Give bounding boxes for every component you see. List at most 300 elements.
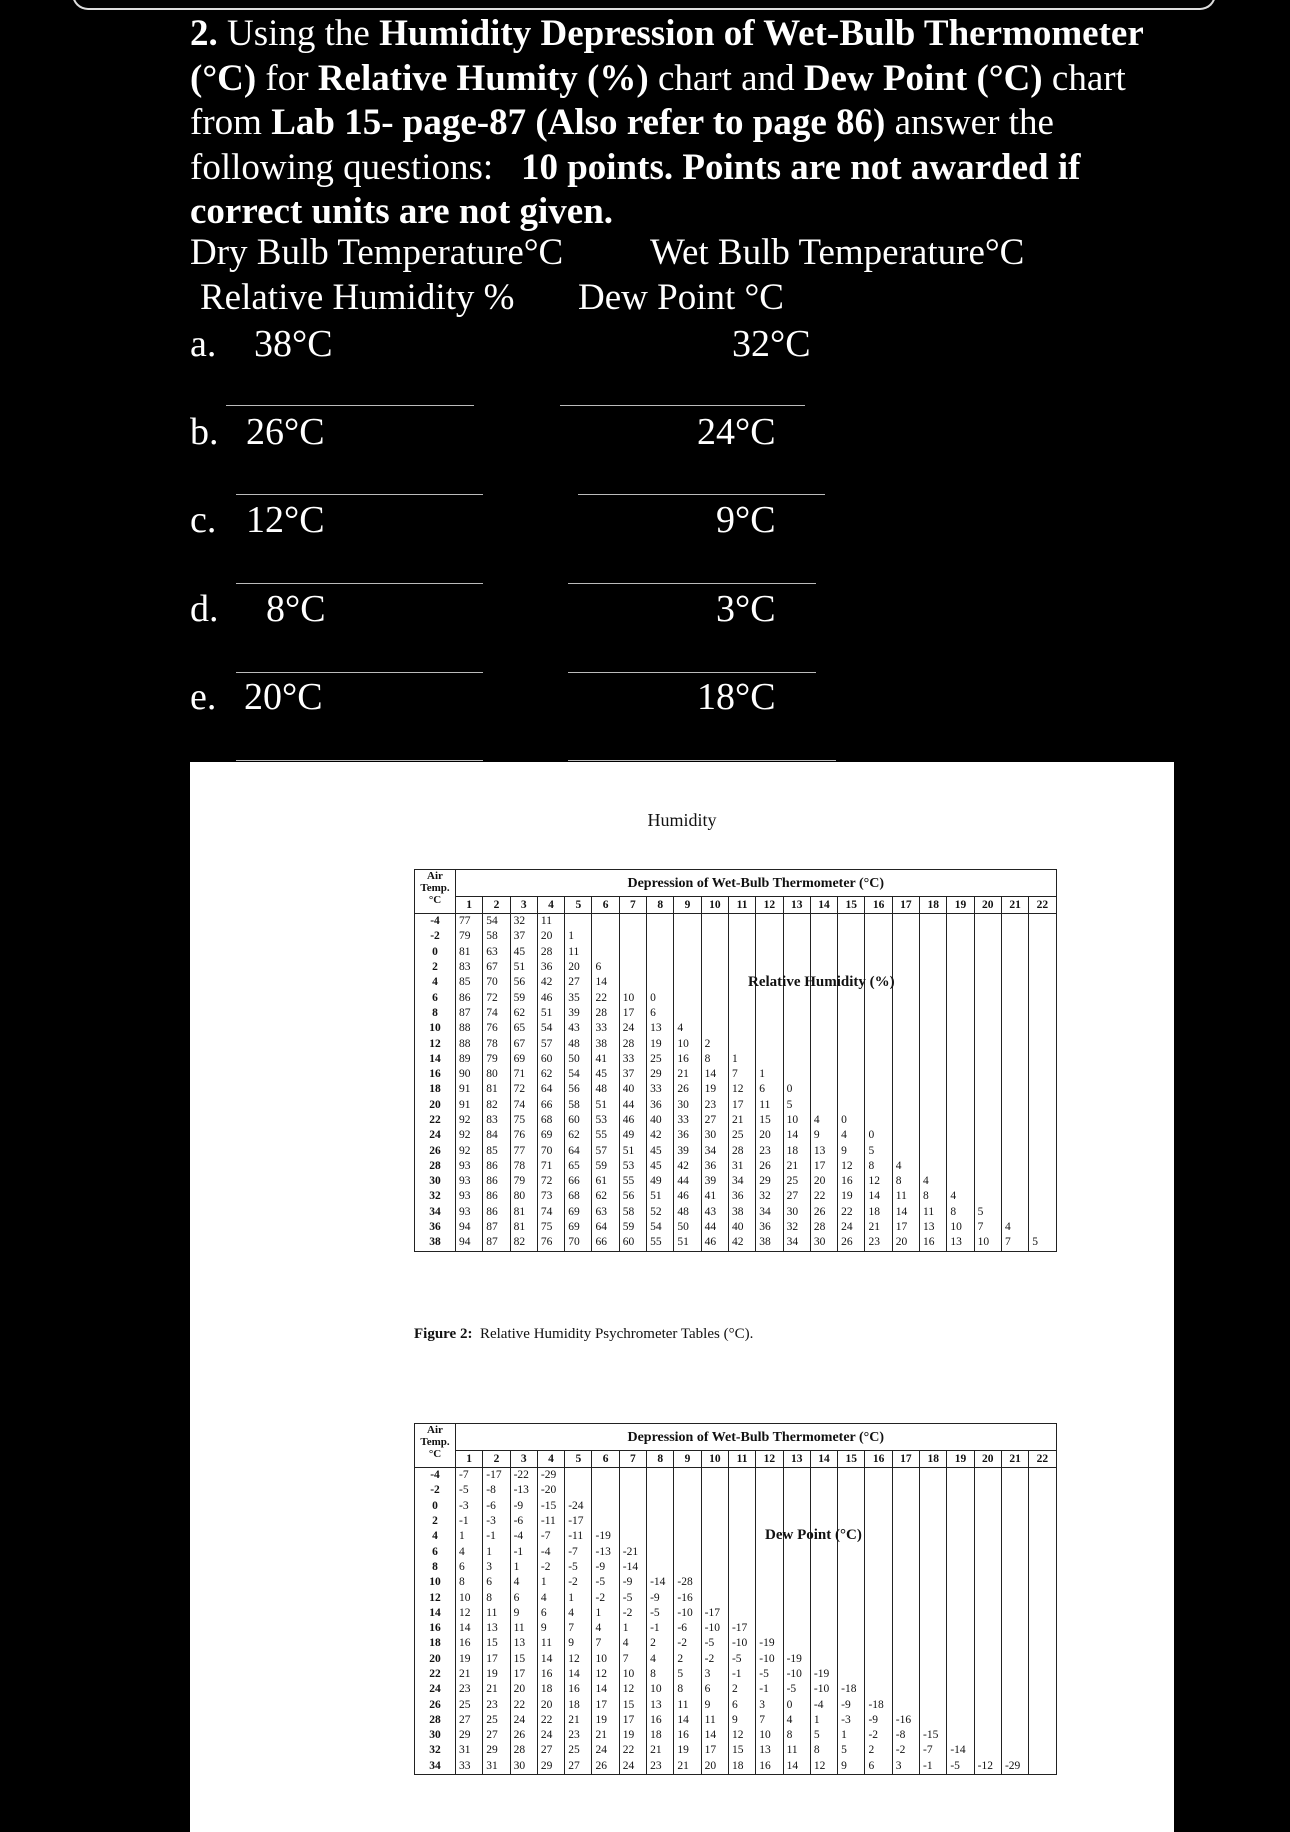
dp-value-cell: 1 xyxy=(838,1728,865,1743)
rh-value-cell xyxy=(728,945,755,960)
item-a-rh-answer-line[interactable] xyxy=(226,405,474,406)
dp-value-cell xyxy=(974,1652,1001,1667)
item-b-dp-answer-line[interactable] xyxy=(578,494,825,495)
dp-value-cell: 19 xyxy=(456,1652,483,1667)
dp-value-cell: -18 xyxy=(838,1682,865,1697)
dp-value-cell xyxy=(920,1514,947,1529)
rh-value-cell: 43 xyxy=(701,1205,728,1220)
dp-value-cell: 24 xyxy=(537,1728,564,1743)
rh-value-cell: 88 xyxy=(456,1036,483,1051)
rh-value-cell: 16 xyxy=(674,1052,701,1067)
rh-value-cell: 39 xyxy=(565,1006,592,1021)
rh-value-cell: 6 xyxy=(592,960,619,975)
dp-value-cell: -6 xyxy=(483,1499,510,1514)
dp-value-cell xyxy=(947,1652,974,1667)
dp-value-cell xyxy=(920,1636,947,1651)
rh-value-cell xyxy=(892,1006,919,1021)
dp-value-cell: -2 xyxy=(592,1590,619,1605)
rh-value-cell: 4 xyxy=(947,1189,974,1204)
rh-value-cell: 65 xyxy=(510,1021,537,1036)
rh-value-cell xyxy=(974,1052,1001,1067)
rh-value-cell xyxy=(810,1067,837,1082)
dp-value-cell xyxy=(974,1529,1001,1544)
item-b-label: b. xyxy=(190,411,219,453)
rh-value-cell xyxy=(947,1143,974,1158)
dp-value-cell: 2 xyxy=(865,1743,892,1758)
rh-value-cell: 42 xyxy=(537,975,564,990)
dp-value-cell: 8 xyxy=(647,1667,674,1682)
dp-value-cell: 6 xyxy=(728,1697,755,1712)
rh-value-cell xyxy=(865,1113,892,1128)
dp-value-cell xyxy=(920,1697,947,1712)
dp-value-cell xyxy=(865,1514,892,1529)
rh-value-cell xyxy=(647,945,674,960)
dp-value-cell: 23 xyxy=(483,1697,510,1712)
rh-column-header: 7 xyxy=(619,897,646,914)
dp-value-cell xyxy=(920,1621,947,1636)
dp-value-cell xyxy=(865,1667,892,1682)
dp-value-cell: -5 xyxy=(619,1590,646,1605)
rh-value-cell: 92 xyxy=(456,1128,483,1143)
dp-value-cell: -19 xyxy=(756,1636,783,1651)
dp-value-cell: 14 xyxy=(783,1759,810,1775)
rh-value-cell xyxy=(810,1021,837,1036)
rh-value-cell xyxy=(783,960,810,975)
dp-value-cell: 2 xyxy=(728,1682,755,1697)
dp-value-cell xyxy=(810,1590,837,1605)
dp-value-cell: 11 xyxy=(537,1636,564,1651)
rh-value-cell: 20 xyxy=(565,960,592,975)
dp-value-cell: -2 xyxy=(565,1575,592,1590)
rh-value-cell: 32 xyxy=(783,1220,810,1235)
dp-value-cell xyxy=(1029,1483,1056,1498)
dp-value-cell: 9 xyxy=(537,1621,564,1636)
dp-value-cell: 1 xyxy=(592,1606,619,1621)
dp-column-header: 20 xyxy=(974,1451,1001,1468)
rh-value-cell xyxy=(728,990,755,1005)
rh-value-cell: 21 xyxy=(674,1067,701,1082)
dp-value-cell: 29 xyxy=(456,1728,483,1743)
rh-value-cell: 62 xyxy=(592,1189,619,1204)
dp-value-cell xyxy=(892,1544,919,1559)
rh-value-cell: 38 xyxy=(756,1235,783,1251)
dp-value-cell xyxy=(728,1575,755,1590)
dp-value-cell xyxy=(892,1667,919,1682)
dp-value-cell: 22 xyxy=(537,1713,564,1728)
rh-value-cell xyxy=(892,914,919,930)
dp-air-temp-cell: 12 xyxy=(415,1590,456,1605)
rh-value-cell: 54 xyxy=(647,1220,674,1235)
dp-value-cell: 14 xyxy=(701,1728,728,1743)
rh-value-cell: 93 xyxy=(456,1205,483,1220)
rh-value-cell xyxy=(974,1021,1001,1036)
dp-value-cell xyxy=(865,1544,892,1559)
dp-value-cell: 22 xyxy=(510,1697,537,1712)
rh-air-temp-cell: 28 xyxy=(415,1159,456,1174)
dp-value-cell: 4 xyxy=(510,1575,537,1590)
dp-value-cell xyxy=(810,1483,837,1498)
rh-value-cell: 4 xyxy=(810,1113,837,1128)
dp-value-cell: 21 xyxy=(456,1667,483,1682)
rh-value-cell: 82 xyxy=(483,1098,510,1113)
rh-value-cell xyxy=(947,1128,974,1143)
rh-value-cell: 27 xyxy=(783,1189,810,1204)
dp-value-cell xyxy=(647,1514,674,1529)
rh-value-cell: 5 xyxy=(1029,1235,1056,1251)
dp-value-cell: 8 xyxy=(810,1743,837,1758)
rh-air-temp-cell: 26 xyxy=(415,1143,456,1158)
dp-value-cell xyxy=(701,1468,728,1484)
dp-value-cell xyxy=(1001,1636,1028,1651)
rh-column-header: 10 xyxy=(701,897,728,914)
rh-value-cell: 11 xyxy=(756,1098,783,1113)
rh-value-cell: 22 xyxy=(592,990,619,1005)
dp-value-cell: -1 xyxy=(728,1667,755,1682)
rh-value-cell: 67 xyxy=(510,1036,537,1051)
rh-value-cell: 85 xyxy=(456,975,483,990)
dp-value-cell xyxy=(701,1483,728,1498)
rh-value-cell: 60 xyxy=(537,1052,564,1067)
item-a-label: a. xyxy=(190,323,217,365)
dp-value-cell: 12 xyxy=(810,1759,837,1775)
dp-value-cell xyxy=(838,1544,865,1559)
dp-value-cell: 26 xyxy=(510,1728,537,1743)
item-c-dp-answer-line[interactable] xyxy=(568,583,816,584)
rh-value-cell: 39 xyxy=(674,1143,701,1158)
dp-value-cell xyxy=(892,1575,919,1590)
dp-value-cell: -5 xyxy=(728,1652,755,1667)
dp-value-cell xyxy=(920,1529,947,1544)
item-c-wet: 9°C xyxy=(716,499,776,541)
rh-value-cell: 52 xyxy=(647,1205,674,1220)
rh-value-cell: 27 xyxy=(701,1113,728,1128)
dp-value-cell xyxy=(892,1682,919,1697)
dp-value-cell xyxy=(838,1560,865,1575)
dp-value-cell xyxy=(674,1468,701,1484)
dp-value-cell: -7 xyxy=(920,1743,947,1758)
dp-value-cell: 18 xyxy=(647,1728,674,1743)
dp-value-cell xyxy=(592,1468,619,1484)
rh-value-cell xyxy=(1001,1205,1028,1220)
rh-value-cell xyxy=(974,1189,1001,1204)
dp-value-cell: 21 xyxy=(483,1682,510,1697)
rh-value-cell xyxy=(947,1006,974,1021)
rh-value-cell: 10 xyxy=(619,990,646,1005)
dp-row xyxy=(415,1544,1057,1559)
relative-humidity-header: Relative Humidity % xyxy=(200,277,515,318)
rh-value-cell xyxy=(947,1098,974,1113)
rh-value-cell: 30 xyxy=(810,1235,837,1251)
dp-value-cell: 3 xyxy=(701,1667,728,1682)
rh-value-cell xyxy=(1029,1205,1056,1220)
rh-value-cell xyxy=(865,1052,892,1067)
dp-value-cell: 16 xyxy=(565,1682,592,1697)
dp-value-cell xyxy=(865,1636,892,1651)
item-c-rh-answer-line[interactable] xyxy=(236,583,483,584)
dp-value-cell: 15 xyxy=(483,1636,510,1651)
rh-value-cell: 20 xyxy=(537,929,564,944)
dp-value-cell: -2 xyxy=(537,1560,564,1575)
rh-value-cell xyxy=(1029,990,1056,1005)
rh-column-header: 8 xyxy=(647,897,674,914)
rh-value-cell xyxy=(974,1067,1001,1082)
dp-value-cell: 25 xyxy=(456,1697,483,1712)
rh-value-cell: 73 xyxy=(537,1189,564,1204)
rh-value-cell: 44 xyxy=(701,1220,728,1235)
rh-value-cell xyxy=(674,929,701,944)
rh-air-temp-cell: 10 xyxy=(415,1021,456,1036)
rh-value-cell: 40 xyxy=(619,1082,646,1097)
rh-value-cell: 42 xyxy=(728,1235,755,1251)
dp-value-cell xyxy=(810,1636,837,1651)
rh-value-cell: 7 xyxy=(728,1067,755,1082)
dp-row xyxy=(415,1560,1057,1575)
rh-column-header: 21 xyxy=(1001,897,1028,914)
dp-value-cell xyxy=(1001,1667,1028,1682)
rh-value-cell xyxy=(838,1082,865,1097)
dp-value-cell: -2 xyxy=(701,1652,728,1667)
dp-value-cell: -15 xyxy=(920,1728,947,1743)
dp-value-cell: -16 xyxy=(674,1590,701,1605)
dp-column-header: 19 xyxy=(947,1451,974,1468)
rh-value-cell: 4 xyxy=(892,1159,919,1174)
dp-value-cell xyxy=(920,1713,947,1728)
dp-value-cell: -7 xyxy=(565,1544,592,1559)
dp-value-cell: 6 xyxy=(865,1759,892,1775)
rh-value-cell xyxy=(1029,1098,1056,1113)
rh-value-cell xyxy=(838,945,865,960)
dp-value-cell xyxy=(1001,1682,1028,1697)
dp-value-cell xyxy=(865,1652,892,1667)
rh-value-cell: 5 xyxy=(974,1205,1001,1220)
dp-value-cell xyxy=(1001,1468,1028,1484)
dp-value-cell xyxy=(674,1560,701,1575)
dp-value-cell xyxy=(892,1636,919,1651)
rh-depression-header: Depression of Wet-Bulb Thermometer (°C) xyxy=(456,870,1057,897)
relative-humidity-label: Relative Humidity (%) xyxy=(748,974,895,990)
rh-value-cell: 10 xyxy=(947,1220,974,1235)
rh-value-cell: 71 xyxy=(510,1067,537,1082)
rh-value-cell xyxy=(810,914,837,930)
rh-value-cell xyxy=(1001,1052,1028,1067)
rh-value-cell: 80 xyxy=(483,1067,510,1082)
dp-value-cell: -5 xyxy=(647,1606,674,1621)
rh-value-cell: 34 xyxy=(701,1143,728,1158)
item-b-rh-answer-line[interactable] xyxy=(236,494,483,495)
dp-value-cell: 22 xyxy=(619,1743,646,1758)
dp-column-header: 21 xyxy=(1001,1451,1028,1468)
rh-value-cell: 15 xyxy=(756,1113,783,1128)
rh-value-cell xyxy=(838,1021,865,1036)
rh-value-cell: 83 xyxy=(456,960,483,975)
dp-row xyxy=(415,1529,1057,1544)
rh-column-header: 16 xyxy=(865,897,892,914)
dp-row xyxy=(415,1514,1057,1529)
rh-value-cell: 51 xyxy=(619,1143,646,1158)
dp-value-cell xyxy=(974,1697,1001,1712)
rh-value-cell xyxy=(1001,1159,1028,1174)
dp-value-cell: -9 xyxy=(619,1575,646,1590)
rh-value-cell: 26 xyxy=(810,1205,837,1220)
dp-value-cell: 13 xyxy=(756,1743,783,1758)
rh-value-cell: 51 xyxy=(647,1189,674,1204)
dp-value-cell: 23 xyxy=(565,1728,592,1743)
rh-value-cell: 1 xyxy=(728,1052,755,1067)
dp-value-cell: 12 xyxy=(728,1728,755,1743)
rh-value-cell xyxy=(674,1006,701,1021)
item-e-rh-answer-line[interactable] xyxy=(236,760,483,761)
item-d-wet: 3°C xyxy=(716,588,776,630)
rh-value-cell xyxy=(1001,1036,1028,1051)
dp-value-cell: 10 xyxy=(756,1728,783,1743)
rh-value-cell: 27 xyxy=(565,975,592,990)
rh-value-cell: 68 xyxy=(537,1113,564,1128)
dp-value-cell: 28 xyxy=(510,1743,537,1758)
dp-value-cell xyxy=(565,1468,592,1484)
rh-value-cell xyxy=(728,1021,755,1036)
dp-value-cell: 11 xyxy=(783,1743,810,1758)
dp-value-cell: -14 xyxy=(619,1560,646,1575)
dp-value-cell xyxy=(892,1590,919,1605)
item-d-rh-answer-line[interactable] xyxy=(236,672,483,673)
rh-value-cell: 86 xyxy=(456,990,483,1005)
rh-value-cell: 32 xyxy=(510,914,537,930)
dp-value-cell: -9 xyxy=(865,1713,892,1728)
rh-value-cell: 21 xyxy=(783,1159,810,1174)
dp-value-cell xyxy=(647,1468,674,1484)
dp-value-cell xyxy=(947,1728,974,1743)
rh-value-cell: 13 xyxy=(647,1021,674,1036)
dp-value-cell: 7 xyxy=(619,1652,646,1667)
item-b-dry: 26°C xyxy=(246,411,325,453)
rh-value-cell: 68 xyxy=(565,1189,592,1204)
dp-value-cell: 17 xyxy=(483,1652,510,1667)
dp-air-temp-cell: 34 xyxy=(415,1759,456,1775)
dp-value-cell: 4 xyxy=(456,1544,483,1559)
rh-value-cell: 28 xyxy=(537,945,564,960)
rh-value-cell xyxy=(1029,1021,1056,1036)
rh-value-cell: 26 xyxy=(838,1235,865,1251)
dp-value-cell: 15 xyxy=(510,1652,537,1667)
rh-value-cell xyxy=(619,929,646,944)
rh-air-temp-cell: 18 xyxy=(415,1082,456,1097)
rh-value-cell xyxy=(756,1052,783,1067)
dp-value-cell xyxy=(1001,1499,1028,1514)
rh-value-cell: 58 xyxy=(619,1205,646,1220)
dp-value-cell: 21 xyxy=(647,1743,674,1758)
dp-value-cell: 29 xyxy=(537,1759,564,1775)
rh-value-cell: 38 xyxy=(728,1205,755,1220)
dp-value-cell xyxy=(810,1652,837,1667)
rh-value-cell xyxy=(647,929,674,944)
rh-value-cell: 69 xyxy=(510,1052,537,1067)
dp-value-cell xyxy=(1029,1560,1056,1575)
dp-value-cell: 24 xyxy=(510,1713,537,1728)
dp-value-cell: -22 xyxy=(510,1468,537,1484)
item-e-dp-answer-line[interactable] xyxy=(568,760,836,761)
item-a-dp-answer-line[interactable] xyxy=(560,405,805,406)
rh-value-cell: 23 xyxy=(701,1098,728,1113)
dp-value-cell: 10 xyxy=(456,1590,483,1605)
dp-value-cell xyxy=(701,1499,728,1514)
rh-value-cell xyxy=(728,1006,755,1021)
rh-value-cell: 30 xyxy=(701,1128,728,1143)
dp-value-cell xyxy=(974,1606,1001,1621)
rh-value-cell: 89 xyxy=(456,1052,483,1067)
dp-value-cell: 24 xyxy=(592,1743,619,1758)
rh-row xyxy=(415,1098,1057,1113)
dp-value-cell: 11 xyxy=(483,1606,510,1621)
rh-value-cell xyxy=(810,1052,837,1067)
rh-value-cell: 57 xyxy=(537,1036,564,1051)
rh-value-cell: 36 xyxy=(728,1189,755,1204)
rh-column-header: 12 xyxy=(756,897,783,914)
rh-value-cell xyxy=(892,960,919,975)
rh-value-cell: 61 xyxy=(592,1174,619,1189)
rh-value-cell: 57 xyxy=(592,1143,619,1158)
dp-value-cell xyxy=(728,1529,755,1544)
rh-value-cell: 10 xyxy=(674,1036,701,1051)
dp-value-cell: 9 xyxy=(701,1697,728,1712)
rh-value-cell xyxy=(920,975,947,990)
dp-value-cell xyxy=(947,1544,974,1559)
rh-value-cell: 87 xyxy=(483,1235,510,1251)
dp-row xyxy=(415,1468,1057,1484)
rh-value-cell xyxy=(1029,914,1056,930)
rh-value-cell: 85 xyxy=(483,1143,510,1158)
dp-value-cell: 3 xyxy=(892,1759,919,1775)
rh-value-cell xyxy=(728,960,755,975)
rh-value-cell: 54 xyxy=(483,914,510,930)
rh-value-cell xyxy=(783,1006,810,1021)
rh-value-cell xyxy=(974,1174,1001,1189)
rh-value-cell xyxy=(701,914,728,930)
item-d-dp-answer-line[interactable] xyxy=(568,672,816,673)
rh-value-cell: 58 xyxy=(483,929,510,944)
dp-value-cell: 3 xyxy=(756,1697,783,1712)
dp-value-cell xyxy=(947,1514,974,1529)
dp-column-header: 8 xyxy=(647,1451,674,1468)
dp-row xyxy=(415,1743,1057,1758)
dp-value-cell: 9 xyxy=(838,1759,865,1775)
dp-value-cell: 17 xyxy=(701,1743,728,1758)
rh-value-cell: 56 xyxy=(510,975,537,990)
rh-value-cell: 51 xyxy=(537,1006,564,1021)
rh-value-cell: 32 xyxy=(756,1189,783,1204)
dp-value-cell: 27 xyxy=(456,1713,483,1728)
rh-air-temp-cell: 12 xyxy=(415,1036,456,1051)
rh-value-cell: 33 xyxy=(592,1021,619,1036)
dp-value-cell xyxy=(974,1636,1001,1651)
rh-value-cell xyxy=(756,945,783,960)
rh-value-cell: 79 xyxy=(510,1174,537,1189)
dp-value-cell xyxy=(865,1621,892,1636)
dp-value-cell xyxy=(892,1560,919,1575)
rh-value-cell xyxy=(892,1021,919,1036)
rh-value-cell: 55 xyxy=(647,1235,674,1251)
dp-value-cell: -20 xyxy=(537,1483,564,1498)
rh-value-cell: 5 xyxy=(865,1143,892,1158)
rh-value-cell xyxy=(1029,1159,1056,1174)
dp-value-cell xyxy=(728,1606,755,1621)
rh-row xyxy=(415,1220,1057,1235)
wet-bulb-header: Wet Bulb Temperature°C xyxy=(650,232,1025,273)
rh-air-temp-cell: -4 xyxy=(415,914,456,930)
rh-value-cell xyxy=(865,990,892,1005)
dp-column-header: 9 xyxy=(674,1451,701,1468)
dp-value-cell: 10 xyxy=(647,1682,674,1697)
rh-value-cell: 87 xyxy=(456,1006,483,1021)
